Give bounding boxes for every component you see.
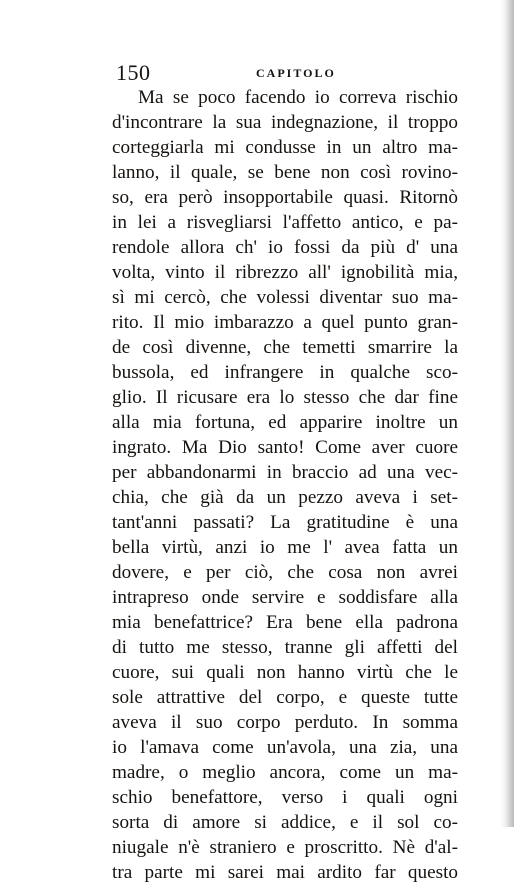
- text-line: dovere, e per ciò, che cosa non avrei: [112, 562, 458, 583]
- running-head: CAPITOLO: [256, 66, 336, 80]
- text-line: ingrato. Ma Dio santo! Come aver cuore: [112, 437, 458, 458]
- text-line: intrapreso onde servire e soddisfare alla: [112, 587, 458, 608]
- text-line: rito. Il mio imbarazzo a quel punto gran-: [112, 312, 458, 333]
- page-number: 150: [116, 60, 151, 85]
- text-line: per abbandonarmi in braccio ad una vec-: [112, 462, 458, 483]
- text-line: di tutto me stesso, tranne gli affetti del: [112, 637, 458, 658]
- text-line: rendole allora ch' io fossi da più d' una: [112, 237, 458, 258]
- text-line: de così divenne, che temetti smarrire la: [112, 337, 458, 358]
- text-line: lanno, il quale, se bene non così rovino-: [112, 162, 458, 183]
- text-line: sole attrattive del corpo, e queste tutte: [112, 687, 458, 708]
- text-line: glio. Il ricusare era lo stesso che dar fine: [112, 387, 458, 408]
- text-line: alla mia fortuna, ed apparire inoltre un: [112, 412, 458, 433]
- text-line: cuore, sui quali non hanno virtù che le: [112, 662, 458, 683]
- text-line: in lei a risvegliarsi l'affetto antico, e pa-: [112, 212, 458, 233]
- text-line: Ma se poco facendo io correva rischio: [138, 87, 458, 108]
- text-line: so, era però insopportabile quasi. Ritornò: [112, 187, 458, 208]
- text-line: niugale n'è straniero e proscritto. Nè d'al-: [112, 837, 458, 858]
- text-line: sì mi cercò, che volessi diventar suo ma-: [112, 287, 458, 308]
- page-gutter-shadow: [500, 0, 514, 827]
- page-header: [116, 60, 456, 86]
- text-line: mia benefattrice? Era bene ella padrona: [112, 612, 458, 633]
- text-line: madre, o meglio ancora, come un ma-: [112, 762, 458, 783]
- text-line: aveva il suo corpo perduto. In somma: [112, 712, 458, 733]
- text-line: chia, che già da un pezzo aveva i set-: [112, 487, 458, 508]
- text-line: schio benefattore, verso i quali ogni: [112, 787, 458, 808]
- text-line: bussola, ed infrangere in qualche sco-: [112, 362, 458, 383]
- text-line: d'incontrare la sua indegnazione, il troppo: [112, 112, 458, 133]
- text-line: bella virtù, anzi io me l' avea fatta un: [112, 537, 458, 558]
- body-text: [112, 85, 458, 885]
- text-line: sorta di amore si addice, e il sol co-: [112, 812, 458, 833]
- text-line: tant'anni passati? La gratitudine è una: [112, 512, 458, 533]
- text-line: volta, vinto il ribrezzo all' ignobilità mia,: [112, 262, 458, 283]
- text-line: corteggiarla mi condusse in un altro ma-: [112, 137, 458, 158]
- text-line: tra parte mi sarei mai ardito far questo: [112, 862, 458, 883]
- text-line: io l'amava come un'avola, una zia, una: [112, 737, 458, 758]
